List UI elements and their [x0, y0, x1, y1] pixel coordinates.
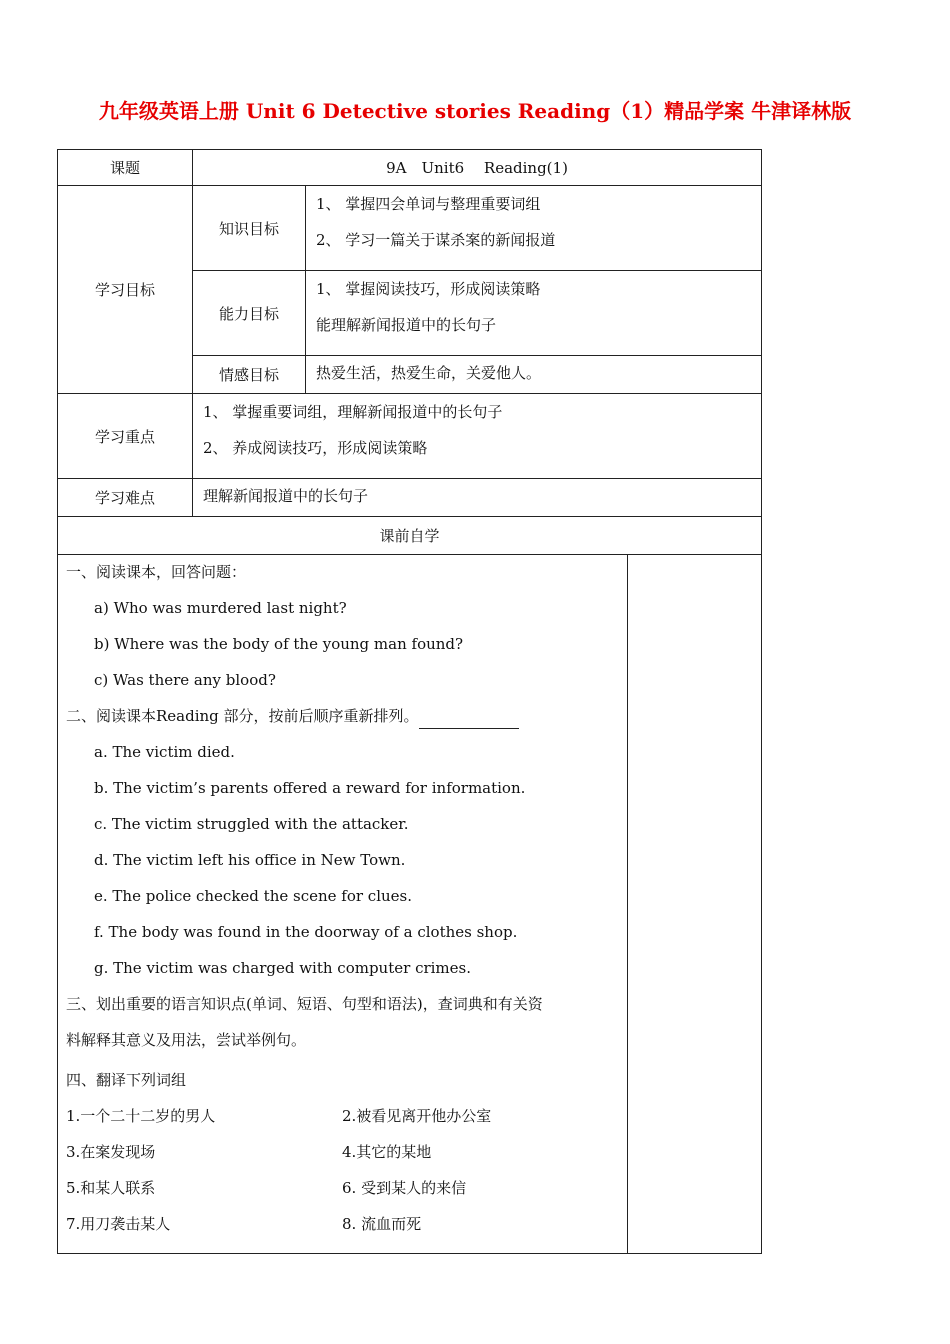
section4-title: 四、翻译下列词组 — [66, 1071, 187, 1089]
key-point-item: 1、 掌握重要词组，理解新闻报道中的长句子 — [203, 403, 503, 421]
preview-heading: 课前自学 — [58, 517, 762, 555]
phrase-item: 2.被看见离开他办公室 — [342, 1107, 492, 1125]
lesson-plan-table — [57, 149, 762, 1254]
page-title: 九年级英语上册 Unit 6 Detective stories Reading（1）精品学案 牛津译林版 — [98, 99, 852, 123]
difficulty-value: 理解新闻报道中的长句子 — [193, 479, 762, 517]
topic-value: 9A Unit6 Reading(1) — [193, 150, 762, 186]
preview-content — [58, 555, 628, 1254]
preview-content-row — [58, 555, 762, 1254]
preview-heading-row — [58, 517, 762, 555]
section2-title-row — [66, 703, 619, 739]
phrase-item: 8. 流血而死 — [342, 1215, 422, 1233]
section1-title: 一、阅读课本，回答问题： — [66, 563, 247, 581]
key-point-item: 2、 养成阅读技巧，形成阅读策略 — [203, 439, 428, 457]
phrase-pair — [66, 1139, 619, 1175]
phrase-pair — [66, 1103, 619, 1139]
key-points-items — [193, 394, 762, 479]
knowledge-item: 2、 学习一篇关于谋杀案的新闻报道 — [316, 231, 556, 249]
ability-label: 能力目标 — [193, 271, 306, 356]
knowledge-label: 知识目标 — [193, 186, 306, 271]
phrase-pair — [66, 1175, 619, 1211]
event-item: f. The body was found in the doorway of a clothes shop. — [94, 923, 518, 941]
event-item: a. The victim died. — [94, 743, 235, 761]
topic-label: 课题 — [58, 150, 193, 186]
event-item: d. The victim left his office in New Town. — [94, 851, 406, 869]
question-item: a) Who was murdered last night? — [94, 599, 347, 617]
question-item: c) Was there any blood? — [94, 671, 276, 689]
difficulty-label: 学习难点 — [58, 479, 193, 517]
section3-line: 三、划出重要的语言知识点(单词、短语、句型和语法)，查词典和有关资 — [66, 995, 543, 1013]
phrase-pair — [66, 1211, 619, 1247]
key-points-label: 学习重点 — [58, 394, 193, 479]
notes-column — [628, 555, 762, 1254]
event-item: e. The police checked the scene for clues. — [94, 887, 413, 905]
phrase-item: 3.在案发现场 — [66, 1143, 156, 1161]
event-item: b. The victim’s parents offered a reward for information. — [94, 779, 526, 797]
phrase-item: 7.用刀袭击某人 — [66, 1215, 171, 1233]
event-item: c. The victim struggled with the attacker. — [94, 815, 409, 833]
emotion-value: 热爱生活，热爱生命，关爱他人。 — [306, 356, 762, 394]
objectives-label: 学习目标 — [58, 186, 193, 394]
difficulty-row — [58, 479, 762, 517]
ability-items — [306, 271, 762, 356]
section3-line: 料解释其意义及用法，尝试举例句。 — [66, 1031, 307, 1049]
phrase-item: 5.和某人联系 — [66, 1179, 156, 1197]
ability-item: 1、 掌握阅读技巧，形成阅读策略 — [316, 280, 541, 298]
knowledge-row — [58, 186, 762, 271]
key-points-row — [58, 394, 762, 479]
ability-item: 能理解新闻报道中的长句子 — [316, 316, 497, 334]
question-item: b) Where was the body of the young man found? — [94, 635, 464, 653]
answer-blank[interactable] — [419, 710, 519, 729]
emotion-label: 情感目标 — [193, 356, 306, 394]
knowledge-items — [306, 186, 762, 271]
event-item: g. The victim was charged with computer crimes. — [94, 959, 471, 977]
phrase-item: 4.其它的某地 — [342, 1143, 432, 1161]
section2-title: 二、阅读课本Reading 部分，按前后顺序重新排列。 — [66, 707, 419, 725]
phrase-item: 6. 受到某人的来信 — [342, 1179, 467, 1197]
knowledge-item: 1、 掌握四会单词与整理重要词组 — [316, 195, 541, 213]
topic-row — [58, 150, 762, 186]
phrase-item: 1.一个二十二岁的男人 — [66, 1107, 216, 1125]
